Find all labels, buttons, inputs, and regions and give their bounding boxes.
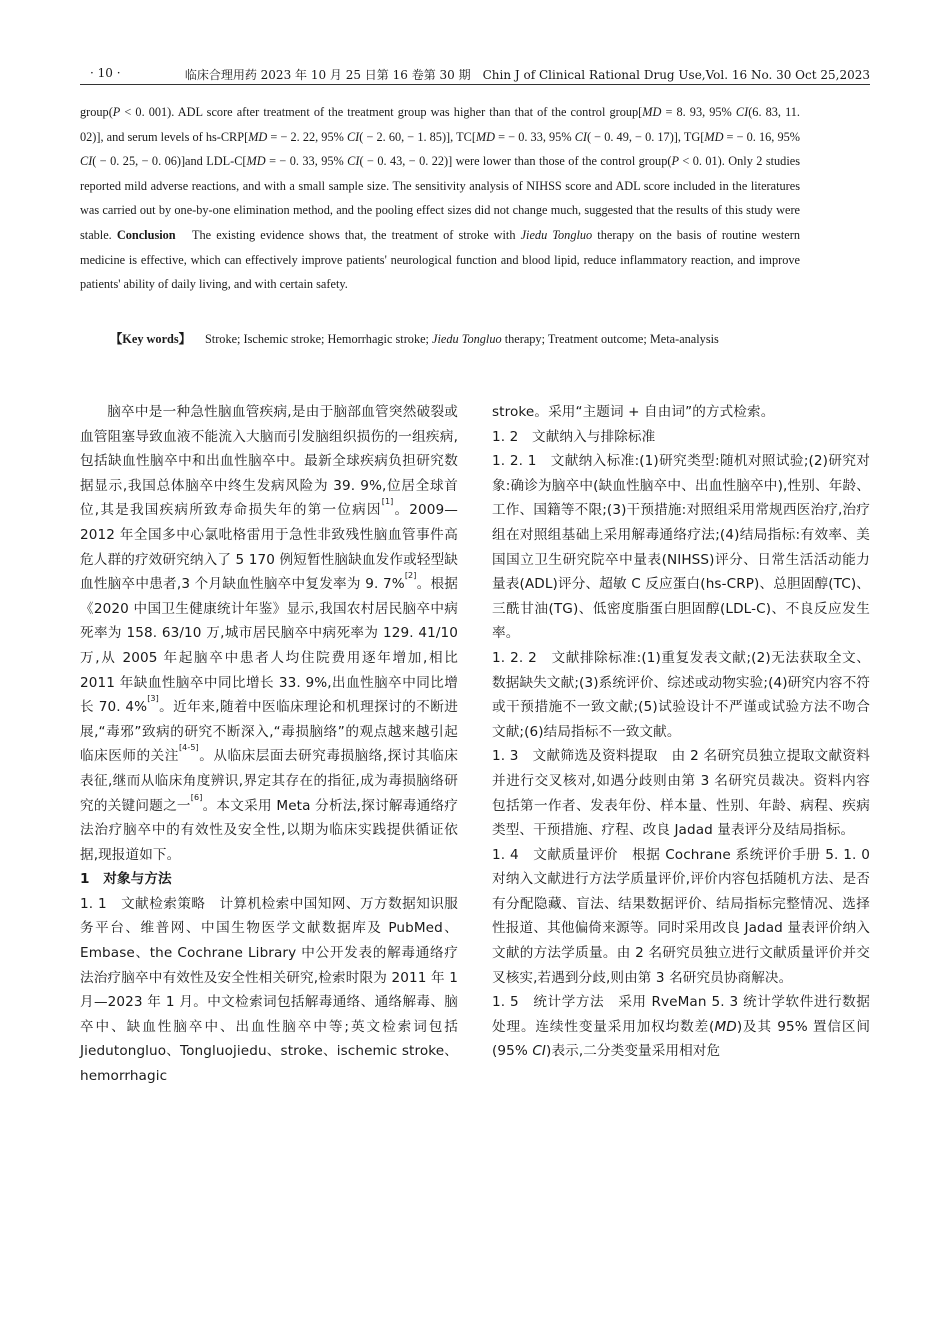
body-left-column [80,400,458,1089]
continued-text: stroke。采用“主题词 + 自由词”的方式检索。 [492,404,775,420]
section-1-5: 1. 5 统计学方法 采用 RveMan 5. 3 统计学软件进行数据处理。连续性变量采用加权均数差(MD)及其 95% 置信区间(95% CI)表示,二分类变量采用相对危 [492,994,871,1060]
conclusion-label: Conclusion [116,227,176,242]
body-right-column [492,400,870,1064]
keywords-label: 【Key words】 [110,332,191,346]
english-abstract: group(P < 0. 001). ADL score after treatment of the treatment group was higher than that of the control group[MD = 8. 93, 95% CI(6. 83, 11. 02)], and serum levels of hs-CRP[MD = − 2. 22, 95% CI( − 2. 60, − 1. 85)], TC[MD = − 0. 33, 95% CI( − 0. 49, − 0. 17)], TG[MD = − 0. 16, 95% CI( − 0. 25, − 0. 06)]and LDL-C[MD = − 0. 33, 95% CI( − 0. 43, − 0. 22)] were lower than those of the control group(P < 0. 01). Only 2 studies reported mild adverse reactions, and with a small sample size. The sensitivity analysis of NIHSS score and ADL score included in the literatures was carried out by one-by-one elimination method, and the pooling effect sizes did not change much, suggested that the results of this study were stable. Conclusion The existing evidence shows that, the treatment of stroke with Jiedu Tongluo therapy on the basis of routine western medicine is effective, which can effectively improve patients' neurological function and blood lipid, reduce inflammatory reaction, and improve patients' ability of daily living, and with certain safety. [80,105,800,292]
citation-ref[interactable]: [4-5] [178,743,199,753]
running-header [80,64,870,85]
section-heading: 1 对象与方法 [80,871,172,888]
citation-ref[interactable]: [3] [147,694,159,704]
keywords: 【Key words】 Stroke; Ischemic stroke; Hemorrhagic stroke; Jiedu Tongluo therapy; Treatment outcome; Meta-analysis [110,332,719,346]
journal-citation: 临床合理用药 2023 年 10 月 25 日第 16 卷第 30 期 Chin J of Clinical Rational Drug Use,Vol. 16 No. 30 Oct 25,2023 [184,68,870,82]
section-1-4: 1. 4 文献质量评价 根据 Cochrane 系统评价手册 5. 1. 0 对纳入文献进行方法学质量评价,评价内容包括随机方法、是否有分配隐藏、盲法、结果数据评价、结局指标完整情况、选择性报道、其他偏倚来源等。同时采用改良 Jadad 量表评价纳入文献的方法学质量。由 2 名研究员独立进行文献质量评价并交叉核实,若遇到分歧,则由第 3 名研究员协商解决。 [492,846,870,986]
page-number: · 10 · [90,66,121,80]
citation-ref[interactable]: [2] [404,571,417,581]
section-1-2-heading: 1. 2 文献纳入与排除标准 [492,428,656,445]
citation-ref[interactable]: [1] [381,497,394,507]
section-1-1: 1. 1 文献检索策略 计算机检索中国知网、万方数据知识服务平台、维普网、中国生物医学文献数据库及 PubMed、Embase、the Cochrane Library 中公开发表的解毒通络疗法治疗脑卒中有效性及安全性相关研究,检索时限为 2011 年 1 月—2023 年 1 月。中文检索词包括解毒通络、通络解毒、脑卒中、缺血性脑卒中、出血性脑卒中等;英文检索词包括 Jiedutongluo、Tongluojiedu、stroke、ischemic stroke、hemorrhagic [80,895,458,1085]
section-1-2-2: 1. 2. 2 文献排除标准:(1)重复发表文献;(2)无法获取全文、数据缺失文献;(3)系统评价、综述或动物实验;(4)研究内容不符或干预措施不一致文献;(5)试验设计不严谨或试验方法不吻合文献;(6)结局指标不一致文献。 [492,649,870,740]
citation-ref[interactable]: [6] [190,792,203,802]
section-1-2-1: 1. 2. 1 文献纳入标准:(1)研究类型:随机对照试验;(2)研究对象:确诊为脑卒中(缺血性脑卒中、出血性脑卒中),性别、年龄、工作、国籍等不限;(3)干预措施:对照组采用常规西医治疗,治疗组在对照组基础上采用解毒通络疗法;(4)结局指标:有效率、美国国立卫生研究院卒中量表(NIHSS)评分、日常生活活动能力量表(ADL)评分、超敏 C 反应蛋白(hs-CRP)、总胆固醇(TC)、三酰甘油(TG)、低密度脂蛋白胆固醇(LDL-C)、不良反应发生率。 [492,453,870,642]
section-1-3: 1. 3 文献筛选及资料提取 由 2 名研究员独立提取文献资料并进行交叉核对,如遇分歧则由第 3 名研究员裁决。资料内容包括第一作者、发表年份、样本量、性别、年龄、病程、疾病类型、干预措施、疗程、改良 Jadad 量表评分及结局指标。 [492,748,870,839]
intro-paragraph: 脑卒中是一种急性脑血管疾病,是由于脑部血管突然破裂或血管阻塞导致血液不能流入大脑而引发脑组织损伤的一组疾病,包括缺血性脑卒中和出血性脑卒中。最新全球疾病负担研究数据显示,我国总体脑卒中终生发病风险为 39. 9%,位居全球首位,其是我国疾病所致寿命损失年的第一位病因[1]。2009—2012 年全国多中心氯吡格雷用于急性非致残性脑血管事件高危人群的疗效研究纳入了 5 170 例短暂性脑缺血发作或轻型缺血性脑卒中患者,3 个月缺血性脑卒中复发率为 9. 7%[2]。根据《2020 中国卫生健康统计年鉴》显示,我国农村居民脑卒中病死率为 158. 63/10 万,城市居民脑卒中病死率为 129. 41/10 万,从 2005 年起脑卒中患者人均住院费用逐年增加,相比 2011 年缺血性脑卒中同比增长 33. 9%,出血性脑卒中同比增长 70. 4%[3]。近年来,随着中医临床理论和机理探讨的不断进展,“毒邪”致病的研究不断深入,“毒损脑络”的观点越来越引起临床医师的关注[4-5]。从临床层面去研究毒损脑络,探讨其临床表征,继而从临床角度辨识,界定其存在的指征,成为毒损脑络研究的关键问题之一[6]。本文采用 Meta 分析法,探讨解毒通络疗法治疗脑卒中的有效性及安全性,以期为临床实践提供循证依据,现报道如下。 [80,404,458,863]
